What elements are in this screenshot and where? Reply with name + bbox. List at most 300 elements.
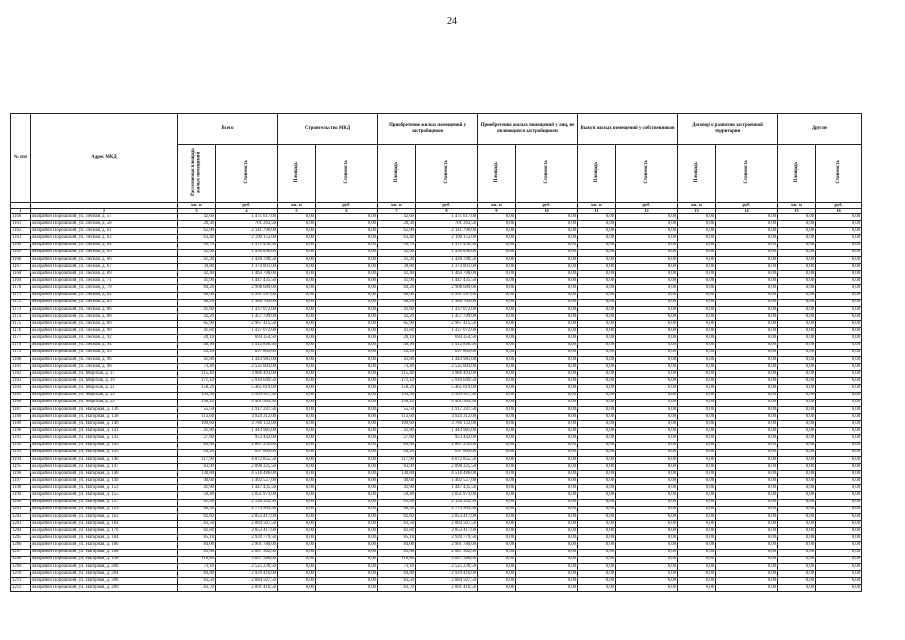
address-cell: жилрайон Порошский, ул. Лесная, д. 94 — [31, 342, 178, 349]
table-row — [11, 235, 862, 242]
territory-cost-cell: 0,00 — [716, 256, 778, 263]
non-developer-area-cell: 0,00 — [478, 521, 516, 528]
construction-area-cell: 0,00 — [278, 371, 316, 378]
other-cost-cell: 0,00 — [816, 392, 862, 399]
developer-cost-cell: 2 967 415,50 — [416, 321, 478, 328]
table-row — [11, 463, 862, 470]
total-cost-cell: 4 072 855,50 — [216, 456, 278, 463]
row-number-cell: 1165 — [11, 249, 31, 256]
territory-area-cell: 0,00 — [678, 328, 716, 335]
total-area-cell: 86,60 — [178, 292, 216, 299]
non-developer-area-cell: 0,00 — [478, 563, 516, 570]
total-area-cell: 130,80 — [178, 471, 216, 478]
address-cell: жилрайон Порошский, ул. Нагорная, д. 147 — [31, 463, 178, 470]
developer-area-cell: 27,60 — [378, 435, 416, 442]
non-developer-area-cell: 0,00 — [478, 256, 516, 263]
non-developer-area-cell: 0,00 — [478, 435, 516, 442]
construction-cost-cell: 0,00 — [316, 435, 378, 442]
non-developer-area-cell: 0,00 — [478, 321, 516, 328]
territory-cost-cell: 0,00 — [716, 556, 778, 563]
address-cell: жилрайон Порошский, ул. Нагорная, д. 148 — [31, 471, 178, 478]
total-cost-cell: 2 190 153,00 — [216, 235, 278, 242]
other-cost-cell: 0,00 — [816, 249, 862, 256]
total-area-cell: 83,00 — [178, 442, 216, 449]
total-cost-cell: 953 442,00 — [216, 435, 278, 442]
table-row — [11, 449, 862, 456]
buyout-cost-cell: 0,00 — [616, 406, 678, 413]
territory-area-cell: 0,00 — [678, 413, 716, 420]
header-sub-area: Площадь — [678, 145, 716, 203]
non-developer-cost-cell: 0,00 — [516, 313, 578, 320]
other-area-cell: 0,00 — [778, 214, 816, 221]
construction-cost-cell: 0,00 — [316, 278, 378, 285]
other-area-cell: 0,00 — [778, 571, 816, 578]
other-cost-cell: 0,00 — [816, 242, 862, 249]
total-cost-cell: 1 450 890,00 — [216, 249, 278, 256]
total-cost-cell: 1 917 247,50 — [216, 406, 278, 413]
non-developer-area-cell: 0,00 — [478, 285, 516, 292]
address-cell: жилрайон Порошский, ул. Нагорная, д. 188 — [31, 549, 178, 556]
other-area-cell: 0,00 — [778, 435, 816, 442]
developer-cost-cell: 2 898 325,50 — [416, 463, 478, 470]
non-developer-area-cell: 0,00 — [478, 371, 516, 378]
developer-area-cell: 62,00 — [378, 228, 416, 235]
header-sub-area: Площадь — [578, 145, 616, 203]
header-col-number: 9 — [478, 208, 516, 213]
construction-area-cell: 0,00 — [278, 228, 316, 235]
developer-area-cell: 41,60 — [378, 306, 416, 313]
header-unit-cost: руб. — [816, 203, 862, 209]
territory-cost-cell: 0,00 — [716, 399, 778, 406]
row-number-cell: 1209 — [11, 563, 31, 570]
non-developer-area-cell: 0,00 — [478, 471, 516, 478]
construction-area-cell: 0,00 — [278, 342, 316, 349]
total-area-cell: 41,80 — [178, 356, 216, 363]
construction-cost-cell: 0,00 — [316, 249, 378, 256]
header-group-total: Всего — [178, 114, 278, 145]
territory-cost-cell: 0,00 — [716, 571, 778, 578]
developer-cost-cell: 2 939 779,50 — [416, 535, 478, 542]
non-developer-cost-cell: 0,00 — [516, 256, 578, 263]
developer-area-cell: 83,70 — [378, 585, 416, 592]
other-area-cell: 0,00 — [778, 563, 816, 570]
developer-area-cell: 61,90 — [378, 499, 416, 506]
row-number-cell: 1169 — [11, 278, 31, 285]
construction-cost-cell: 0,00 — [316, 485, 378, 492]
non-developer-area-cell: 0,00 — [478, 378, 516, 385]
other-cost-cell: 0,00 — [816, 385, 862, 392]
buyout-cost-cell: 0,00 — [616, 449, 678, 456]
developer-cost-cell: 697 809,00 — [416, 449, 478, 456]
construction-cost-cell: 0,00 — [316, 571, 378, 578]
territory-area-cell: 0,00 — [678, 371, 716, 378]
non-developer-area-cell: 0,00 — [478, 221, 516, 228]
non-developer-area-cell: 0,00 — [478, 271, 516, 278]
total-cost-cell: 2 525 239,50 — [216, 563, 278, 570]
header-col-number: 2 — [31, 208, 178, 213]
other-cost-cell: 0,00 — [816, 406, 862, 413]
territory-cost-cell: 0,00 — [716, 492, 778, 499]
table-row — [11, 228, 862, 235]
developer-area-cell: 83,60 — [378, 549, 416, 556]
total-cost-cell: 3 786 132,00 — [216, 421, 278, 428]
table-row — [11, 563, 862, 570]
buyout-cost-cell: 0,00 — [616, 378, 678, 385]
buyout-cost-cell: 0,00 — [616, 285, 678, 292]
developer-cost-cell: 5 465 019,00 — [416, 385, 478, 392]
total-area-cell: 84,00 — [178, 542, 216, 549]
territory-cost-cell: 0,00 — [716, 321, 778, 328]
header-sub-cost: Стоимость — [816, 145, 862, 203]
territory-cost-cell: 0,00 — [716, 299, 778, 306]
non-developer-area-cell: 0,00 — [478, 299, 516, 306]
territory-area-cell: 0,00 — [678, 435, 716, 442]
non-developer-cost-cell: 0,00 — [516, 392, 578, 399]
buyout-cost-cell: 0,00 — [616, 542, 678, 549]
developer-area-cell: 59,40 — [378, 492, 416, 499]
address-cell: жилрайон Порошский, ул. Лесная, д. 92 — [31, 335, 178, 342]
non-developer-area-cell: 0,00 — [478, 278, 516, 285]
territory-area-cell: 0,00 — [678, 571, 716, 578]
row-number-cell: 1183 — [11, 378, 31, 385]
total-area-cell: 41,60 — [178, 306, 216, 313]
address-cell: жилрайон Порошский, ул. Нагорная, д. 164 — [31, 521, 178, 528]
buyout-area-cell: 0,00 — [578, 456, 616, 463]
buyout-area-cell: 0,00 — [578, 385, 616, 392]
header-unit-area: кв. м — [378, 203, 416, 209]
other-area-cell: 0,00 — [778, 478, 816, 485]
territory-area-cell: 0,00 — [678, 263, 716, 270]
territory-cost-cell: 0,00 — [716, 392, 778, 399]
other-area-cell: 0,00 — [778, 278, 816, 285]
row-number-cell: 1203 — [11, 521, 31, 528]
buyout-cost-cell: 0,00 — [616, 228, 678, 235]
row-number-cell: 1167 — [11, 263, 31, 270]
developer-area-cell: 115,40 — [378, 371, 416, 378]
territory-area-cell: 0,00 — [678, 321, 716, 328]
table-row — [11, 392, 862, 399]
table-row — [11, 585, 862, 592]
developer-area-cell: 20,20 — [378, 449, 416, 456]
total-cost-cell: 5 461 564,50 — [216, 399, 278, 406]
other-area-cell: 0,00 — [778, 299, 816, 306]
total-area-cell: 40,90 — [178, 342, 216, 349]
buyout-area-cell: 0,00 — [578, 499, 616, 506]
territory-cost-cell: 0,00 — [716, 342, 778, 349]
non-developer-cost-cell: 0,00 — [516, 585, 578, 592]
address-cell: жилрайон Порошский, ул. Нагорная, д. 157 — [31, 499, 178, 506]
buyout-cost-cell: 0,00 — [616, 356, 678, 363]
construction-cost-cell: 0,00 — [316, 513, 378, 520]
territory-cost-cell: 0,00 — [716, 471, 778, 478]
developer-cost-cell: 1 450 890,00 — [416, 249, 478, 256]
construction-area-cell: 0,00 — [278, 535, 316, 542]
table-row — [11, 313, 862, 320]
territory-area-cell: 0,00 — [678, 221, 716, 228]
other-cost-cell: 0,00 — [816, 285, 862, 292]
developer-area-cell: 20,20 — [378, 349, 416, 356]
construction-cost-cell: 0,00 — [316, 356, 378, 363]
construction-area-cell: 0,00 — [278, 328, 316, 335]
total-cost-cell: 3 986 493,00 — [216, 371, 278, 378]
other-cost-cell: 0,00 — [816, 535, 862, 542]
header-group-other: Другие — [778, 114, 862, 145]
developer-area-cell: 41,30 — [378, 256, 416, 263]
other-cost-cell: 0,00 — [816, 456, 862, 463]
header-col-number: 1 — [11, 208, 31, 213]
developer-area-cell: 41,60 — [378, 328, 416, 335]
territory-cost-cell: 0,00 — [716, 378, 778, 385]
construction-cost-cell: 0,00 — [316, 535, 378, 542]
table-row — [11, 249, 862, 256]
developer-area-cell: 109,60 — [378, 421, 416, 428]
buyout-area-cell: 0,00 — [578, 578, 616, 585]
developer-area-cell: 42,40 — [378, 271, 416, 278]
territory-area-cell: 0,00 — [678, 392, 716, 399]
construction-area-cell: 0,00 — [278, 292, 316, 299]
row-number-cell: 1195 — [11, 463, 31, 470]
construction-area-cell: 0,00 — [278, 492, 316, 499]
buyout-cost-cell: 0,00 — [616, 556, 678, 563]
table-row — [11, 349, 862, 356]
other-area-cell: 0,00 — [778, 221, 816, 228]
total-area-cell: 20,20 — [178, 449, 216, 456]
header-col-number: 5 — [278, 208, 316, 213]
other-cost-cell: 0,00 — [816, 521, 862, 528]
buyout-area-cell: 0,00 — [578, 413, 616, 420]
total-area-cell: 110,80 — [178, 556, 216, 563]
construction-area-cell: 0,00 — [278, 563, 316, 570]
header-unit-cost: руб. — [516, 203, 578, 209]
non-developer-area-cell: 0,00 — [478, 392, 516, 399]
territory-area-cell: 0,00 — [678, 299, 716, 306]
table-row — [11, 342, 862, 349]
developer-cost-cell: 2 051 973,00 — [416, 492, 478, 499]
buyout-cost-cell: 0,00 — [616, 571, 678, 578]
address-cell: жилрайон Порошский, ул. Нагорная, д. 155 — [31, 492, 178, 499]
construction-cost-cell: 0,00 — [316, 499, 378, 506]
territory-cost-cell: 0,00 — [716, 363, 778, 370]
total-cost-cell: 2 887 962,00 — [216, 549, 278, 556]
other-area-cell: 0,00 — [778, 449, 816, 456]
buyout-cost-cell: 0,00 — [616, 385, 678, 392]
other-cost-cell: 0,00 — [816, 556, 862, 563]
total-area-cell: 41,30 — [178, 256, 216, 263]
construction-area-cell: 0,00 — [278, 249, 316, 256]
other-area-cell: 0,00 — [778, 228, 816, 235]
buyout-cost-cell: 0,00 — [616, 485, 678, 492]
territory-cost-cell: 0,00 — [716, 578, 778, 585]
construction-cost-cell: 0,00 — [316, 563, 378, 570]
other-cost-cell: 0,00 — [816, 306, 862, 313]
territory-cost-cell: 0,00 — [716, 285, 778, 292]
header-sub-cost: Стоимость — [616, 145, 678, 203]
construction-area-cell: 0,00 — [278, 263, 316, 270]
developer-cost-cell: 2 141 790,00 — [416, 228, 478, 235]
construction-area-cell: 0,00 — [278, 356, 316, 363]
non-developer-area-cell: 0,00 — [478, 485, 516, 492]
developer-area-cell: 63,40 — [378, 235, 416, 242]
buyout-area-cell: 0,00 — [578, 299, 616, 306]
total-cost-cell: 2 898 325,50 — [216, 463, 278, 470]
row-number-cell: 1162 — [11, 228, 31, 235]
developer-cost-cell: 1 371 436,50 — [416, 242, 478, 249]
construction-cost-cell: 0,00 — [316, 442, 378, 449]
total-area-cell: 73,10 — [178, 563, 216, 570]
territory-cost-cell: 0,00 — [716, 549, 778, 556]
developer-cost-cell: 2 853 417,00 — [416, 528, 478, 535]
header-unit-area: кв. м — [778, 203, 816, 209]
developer-cost-cell: 2 190 153,00 — [416, 235, 478, 242]
territory-area-cell: 0,00 — [678, 292, 716, 299]
header-sub-cost: Стоимость — [416, 145, 478, 203]
buyout-cost-cell: 0,00 — [616, 271, 678, 278]
buyout-area-cell: 0,00 — [578, 471, 616, 478]
developer-area-cell: 39,80 — [378, 263, 416, 270]
header-unit-area: кв. м — [678, 203, 716, 209]
header-sub-total-area: Расселяемая площадь жилых помещений — [178, 145, 216, 203]
row-number-cell: 1176 — [11, 328, 31, 335]
non-developer-area-cell: 0,00 — [478, 406, 516, 413]
table-row — [11, 413, 862, 420]
other-cost-cell: 0,00 — [816, 428, 862, 435]
buyout-cost-cell: 0,00 — [616, 235, 678, 242]
construction-area-cell: 0,00 — [278, 349, 316, 356]
construction-cost-cell: 0,00 — [316, 463, 378, 470]
buyout-cost-cell: 0,00 — [616, 221, 678, 228]
construction-area-cell: 0,00 — [278, 499, 316, 506]
territory-area-cell: 0,00 — [678, 485, 716, 492]
territory-cost-cell: 0,00 — [716, 221, 778, 228]
construction-area-cell: 0,00 — [278, 321, 316, 328]
other-cost-cell: 0,00 — [816, 399, 862, 406]
other-cost-cell: 0,00 — [816, 506, 862, 513]
other-area-cell: 0,00 — [778, 249, 816, 256]
row-number-cell: 1190 — [11, 428, 31, 435]
other-cost-cell: 0,00 — [816, 421, 862, 428]
developer-area-cell: 84,80 — [378, 571, 416, 578]
total-area-cell: 41,80 — [178, 428, 216, 435]
construction-area-cell: 0,00 — [278, 221, 316, 228]
non-developer-cost-cell: 0,00 — [516, 528, 578, 535]
address-cell: жилрайон Порошский, ул. Нагорная, д. 153 — [31, 485, 178, 492]
other-area-cell: 0,00 — [778, 392, 816, 399]
other-area-cell: 0,00 — [778, 399, 816, 406]
construction-area-cell: 0,00 — [278, 242, 316, 249]
developer-area-cell: 110,80 — [378, 556, 416, 563]
header-col-number: 12 — [616, 208, 678, 213]
non-developer-cost-cell: 0,00 — [516, 228, 578, 235]
other-area-cell: 0,00 — [778, 378, 816, 385]
non-developer-area-cell: 0,00 — [478, 535, 516, 542]
territory-cost-cell: 0,00 — [716, 421, 778, 428]
construction-area-cell: 0,00 — [278, 571, 316, 578]
total-cost-cell: 2 939 779,50 — [216, 535, 278, 542]
non-developer-cost-cell: 0,00 — [516, 342, 578, 349]
header-sub-area: Площадь — [378, 145, 416, 203]
territory-area-cell: 0,00 — [678, 378, 716, 385]
construction-cost-cell: 0,00 — [316, 228, 378, 235]
territory-area-cell: 0,00 — [678, 342, 716, 349]
other-area-cell: 0,00 — [778, 406, 816, 413]
buyout-area-cell: 0,00 — [578, 542, 616, 549]
non-developer-area-cell: 0,00 — [478, 228, 516, 235]
total-area-cell: 20,30 — [178, 221, 216, 228]
row-number-cell: 1211 — [11, 578, 31, 585]
other-area-cell: 0,00 — [778, 549, 816, 556]
construction-area-cell: 0,00 — [278, 306, 316, 313]
non-developer-cost-cell: 0,00 — [516, 578, 578, 585]
other-cost-cell: 0,00 — [816, 371, 862, 378]
developer-area-cell: 83,50 — [378, 578, 416, 585]
total-area-cell: 113,60 — [178, 413, 216, 420]
construction-area-cell: 0,00 — [278, 456, 316, 463]
table-row — [11, 421, 862, 428]
buyout-cost-cell: 0,00 — [616, 506, 678, 513]
address-cell: жилрайон Порошский, ул. Нагорная, д. 209 — [31, 585, 178, 592]
construction-cost-cell: 0,00 — [316, 449, 378, 456]
total-area-cell: 39,80 — [178, 263, 216, 270]
non-developer-cost-cell: 0,00 — [516, 513, 578, 520]
developer-cost-cell: 1 917 247,50 — [416, 406, 478, 413]
total-cost-cell: 1 426 708,50 — [216, 256, 278, 263]
territory-area-cell: 0,00 — [678, 285, 716, 292]
total-cost-cell: 2 929 416,00 — [216, 571, 278, 578]
total-area-cell: 83,70 — [178, 585, 216, 592]
total-area-cell: 55,50 — [178, 406, 216, 413]
territory-area-cell: 0,00 — [678, 542, 716, 549]
territory-area-cell: 0,00 — [678, 563, 716, 570]
row-number-cell: 1187 — [11, 406, 31, 413]
other-area-cell: 0,00 — [778, 556, 816, 563]
non-developer-cost-cell: 0,00 — [516, 271, 578, 278]
developer-area-cell: 158,20 — [378, 385, 416, 392]
row-number-cell: 1193 — [11, 449, 31, 456]
construction-area-cell: 0,00 — [278, 528, 316, 535]
developer-area-cell: 41,80 — [378, 428, 416, 435]
non-developer-cost-cell: 0,00 — [516, 563, 578, 570]
table-row — [11, 406, 862, 413]
construction-area-cell: 0,00 — [278, 313, 316, 320]
total-cost-cell: 1 457 799,00 — [216, 313, 278, 320]
territory-cost-cell: 0,00 — [716, 235, 778, 242]
address-cell: жилрайон Порошский, ул. Нагорная, д. 200 — [31, 563, 178, 570]
construction-cost-cell: 0,00 — [316, 363, 378, 370]
developer-cost-cell: 2 867 235,00 — [416, 442, 478, 449]
buyout-area-cell: 0,00 — [578, 356, 616, 363]
table-row — [11, 263, 862, 270]
territory-area-cell: 0,00 — [678, 578, 716, 585]
buyout-cost-cell: 0,00 — [616, 428, 678, 435]
construction-area-cell: 0,00 — [278, 271, 316, 278]
construction-cost-cell: 0,00 — [316, 221, 378, 228]
other-cost-cell: 0,00 — [816, 271, 862, 278]
header-unit-area: кв. м — [178, 203, 216, 209]
total-cost-cell: 1 412 890,50 — [216, 342, 278, 349]
non-developer-area-cell: 0,00 — [478, 528, 516, 535]
non-developer-cost-cell: 0,00 — [516, 506, 578, 513]
total-cost-cell: 1 388 709,00 — [216, 299, 278, 306]
construction-cost-cell: 0,00 — [316, 256, 378, 263]
developer-cost-cell: 1 443 981,00 — [416, 356, 478, 363]
total-area-cell: 85,10 — [178, 535, 216, 542]
territory-cost-cell: 0,00 — [716, 371, 778, 378]
header-sub-area: Площадь — [278, 145, 316, 203]
non-developer-cost-cell: 0,00 — [516, 221, 578, 228]
address-cell: жилрайон Порошский, ул. Лесная, д. 62 — [31, 235, 178, 242]
non-developer-area-cell: 0,00 — [478, 313, 516, 320]
other-cost-cell: 0,00 — [816, 463, 862, 470]
